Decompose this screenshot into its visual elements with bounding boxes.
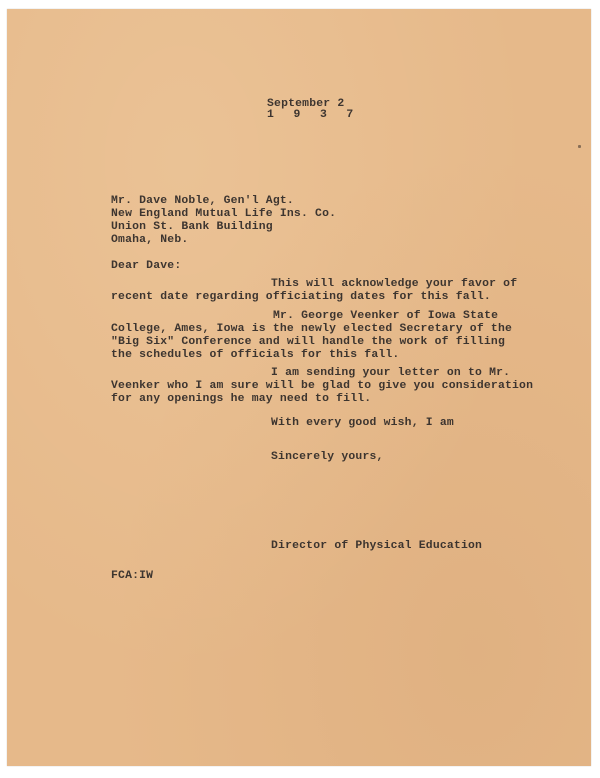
paragraph-2-line-4: the schedules of officials for this fall. xyxy=(111,349,400,361)
reference-initials: FCA:IW xyxy=(111,570,154,582)
recipient-name: Mr. Dave Noble, Gen'l Agt. xyxy=(111,195,294,207)
paragraph-3-line-3: for any openings he may need to fill. xyxy=(111,393,372,405)
recipient-company: New England Mutual Life Ins. Co. xyxy=(111,208,337,220)
paragraph-1-line-1: This will acknowledge your favor of xyxy=(271,278,518,290)
paragraph-3-line-2: Veenker who I am sure will be glad to give you consideration xyxy=(111,380,534,392)
date-line: September 2 xyxy=(267,98,345,110)
complimentary-closing: Sincerely yours, xyxy=(271,451,384,463)
recipient-building: Union St. Bank Building xyxy=(111,221,273,233)
year-line: 1 9 3 7 xyxy=(267,109,360,121)
paragraph-3-line-1: I am sending your letter on to Mr. xyxy=(271,367,511,379)
recipient-city: Omaha, Neb. xyxy=(111,234,189,246)
paragraph-2-line-3: "Big Six" Conference and will handle the work of filling xyxy=(111,336,505,348)
paragraph-2-line-1: Mr. George Veenker of Iowa State xyxy=(273,310,499,322)
signature-title: Director of Physical Education xyxy=(271,540,483,552)
paper-speck xyxy=(578,145,581,148)
good-wish-line: With every good wish, I am xyxy=(271,417,454,429)
paragraph-1-line-2: recent date regarding officiating dates for this fall. xyxy=(111,291,491,303)
letter-paper xyxy=(7,9,591,766)
salutation: Dear Dave: xyxy=(111,260,182,272)
paragraph-2-line-2: College, Ames, Iowa is the newly elected Secretary of the xyxy=(111,323,513,335)
